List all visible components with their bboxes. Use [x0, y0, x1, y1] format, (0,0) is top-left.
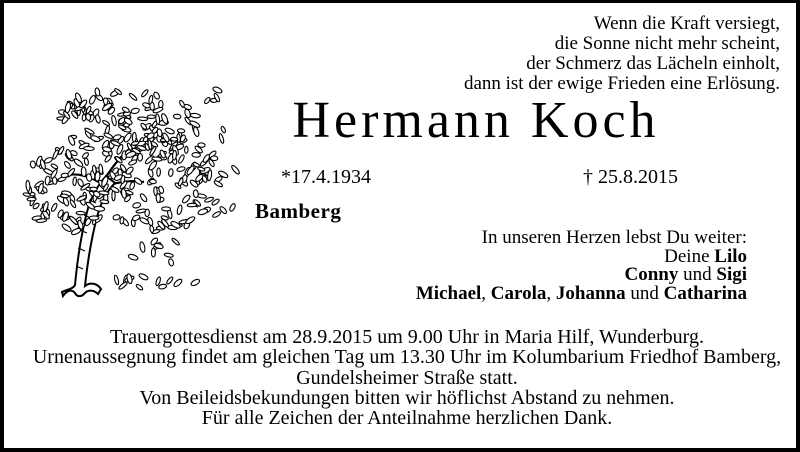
announcement-line: Trauergottesdienst am 28.9.2015 um 9.00 Uhr in Maria Hilf, Wunderburg. [110, 326, 704, 348]
verse-line: Wenn die Kraft versiegt, [593, 13, 780, 34]
city-label: Bamberg [255, 199, 342, 223]
windblown-tree-illustration [16, 80, 242, 310]
family-member-name: Catharina [663, 282, 747, 304]
announcement-line: Urnenaussegnung findet am gleichen Tag um 13.30 Uhr im Kolumbarium Friedhof Bamberg, [32, 346, 782, 369]
family-intro: In unseren Herzen lebst Du weiter: [481, 227, 747, 248]
service-announcement [18, 327, 796, 428]
announcement-line: Von Beileidsbekundungen bitten wir höflichst Abstand zu nehmen. [139, 386, 675, 409]
family-line-text: Deine [664, 245, 715, 267]
family-member-name: Johanna [555, 282, 626, 304]
family-line-text: und [678, 264, 717, 285]
family-member-name: Michael [415, 282, 482, 304]
family-member-name: Lilo [714, 245, 747, 267]
family-line-text: , [481, 282, 491, 304]
opening-verse [464, 14, 780, 94]
birth-date: *17.4.1934 [281, 166, 371, 188]
death-date: † 25.8.2015 [583, 166, 678, 188]
verse-line: der Schmerz das Lächeln einholt, [526, 53, 780, 74]
family-line [415, 282, 747, 304]
announcement-line: Für alle Zeichen der Anteilnahme herzlichen Dank. [201, 407, 613, 430]
family-member-name: Conny [624, 264, 679, 285]
family-member-name: Carola [490, 282, 547, 304]
family-member-name: Sigi [716, 264, 747, 285]
announcement-line: Gundelsheimer Straße statt. [296, 366, 518, 389]
verse-line: dann ist der ewige Frieden eine Erlösung. [463, 73, 780, 94]
verse-line: die Sonne nicht mehr scheint, [554, 33, 780, 54]
family-line-text: und [625, 282, 664, 304]
family-block [416, 229, 747, 303]
family-line-text: , [546, 282, 556, 304]
deceased-name: Hermann Koch [292, 92, 660, 149]
